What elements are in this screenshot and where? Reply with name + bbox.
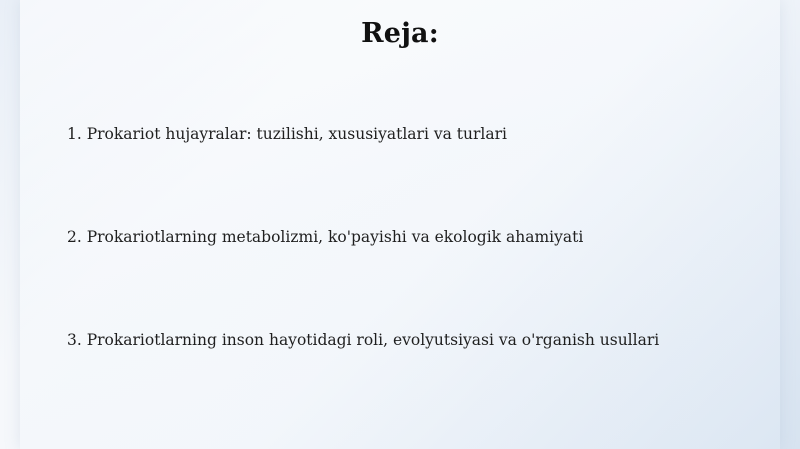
slide: [20, 0, 780, 449]
plan-item-1: 1. Prokariot hujayralar: tuzilishi, xususiyatlari va turlari: [67, 125, 507, 143]
slide-title: Reja:: [361, 18, 439, 49]
plan-item-2: 2. Prokariotlarning metabolizmi, ko'payishi va ekologik ahamiyati: [67, 228, 584, 246]
plan-item-3: 3. Prokariotlarning inson hayotidagi roli, evolyutsiyasi va o'rganish usullari: [67, 331, 660, 349]
